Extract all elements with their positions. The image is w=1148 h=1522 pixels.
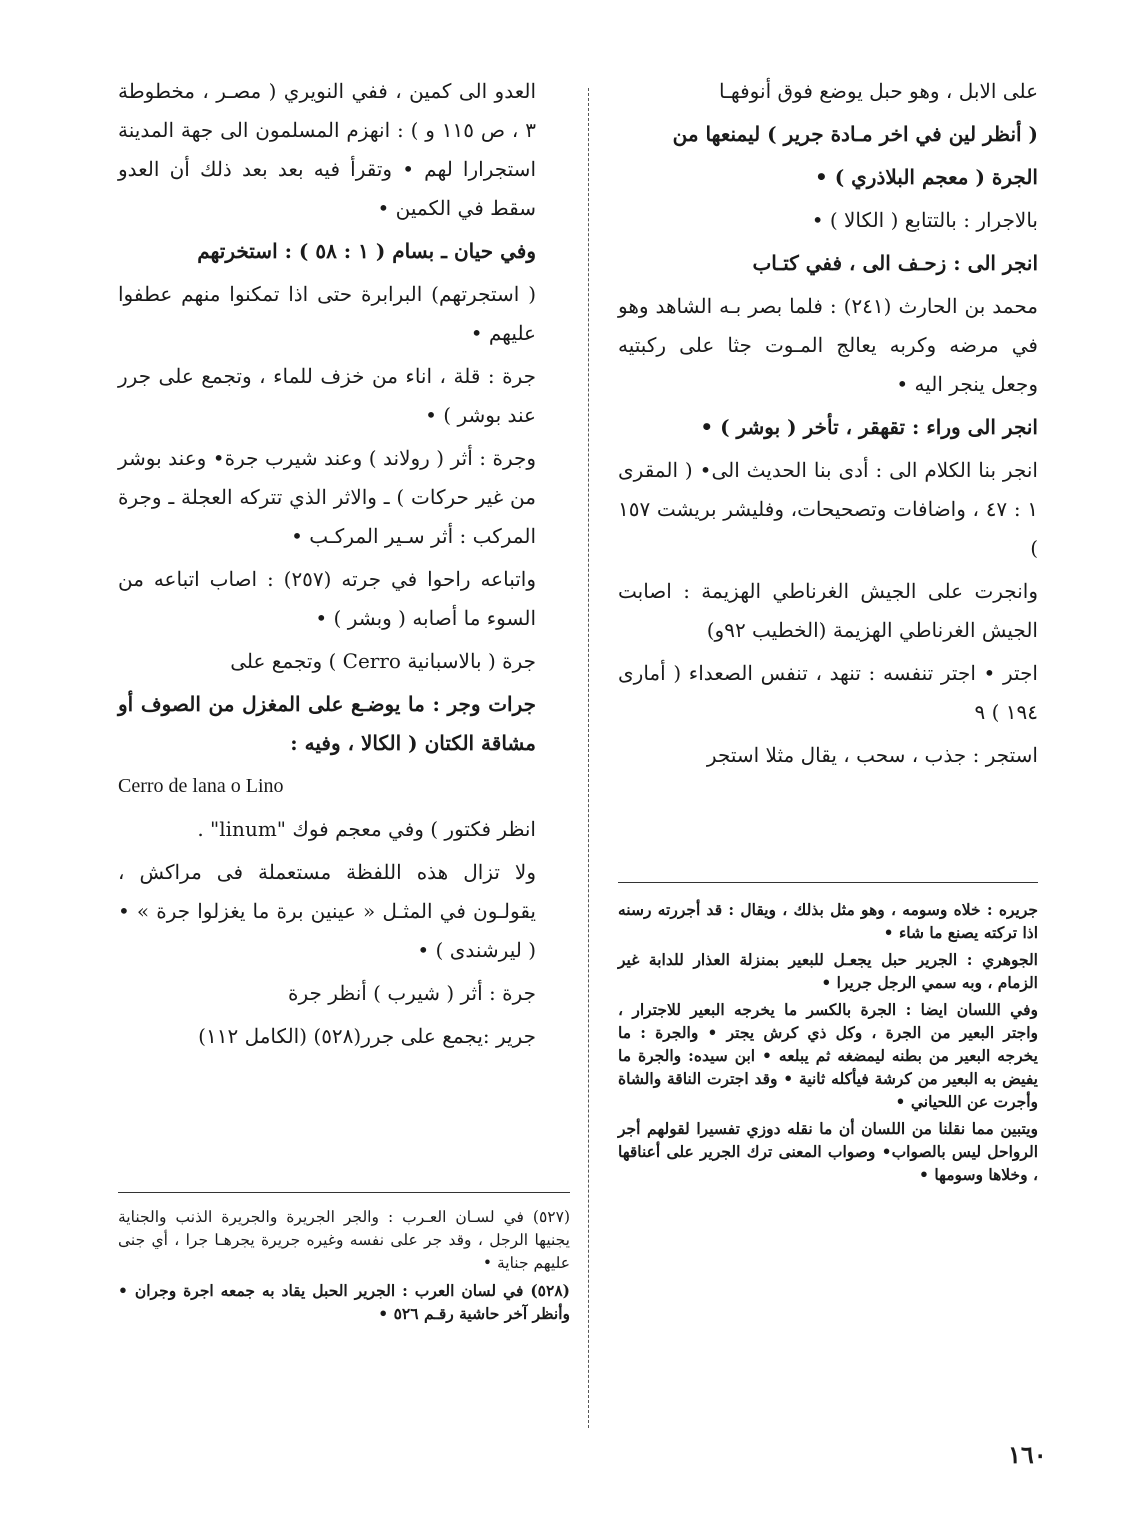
- right-footnotes: [618, 898, 1038, 1190]
- column-divider: [588, 88, 589, 1428]
- left-para-7: جرة ( بالاسبانية Cerro ) وتجمع على: [230, 649, 536, 673]
- right-column: [618, 72, 1038, 779]
- right-para-8: انجر بنا الكلام الى : أدى بنا الحديث الى• ( المقرى ١ : ٤٧ ، واضافات وتصحيحات، وفليشر بريشت ١٥٧ ): [618, 458, 1038, 560]
- left-column: [118, 72, 536, 1060]
- left-para-4: جرة : قلة ، اناء من خزف للماء ، وتجمع على جرر عند بوشر ) •: [118, 364, 536, 427]
- right-para-10: اجتر • اجتر تنفسه : تنهد ، تنفس الصعداء ( أمارى ١٩٤ ) ٩: [618, 661, 1038, 724]
- left-para-5: وجرة : أثر ( رولاند ) وعند شيرب جرة• وعند بوشر من غير حركات ) ـ والاثر الذي تتركه العجلة ـ وجرة المركب : أثر سـير المركـب •: [118, 446, 536, 548]
- left-para-3: ( استجرتهم) البرابرة حتى اذا تمكنوا منهم عطفوا عليهم •: [118, 282, 536, 345]
- right-footnote-1: جريره : خلاه وسومه ، وهو مثل بذلك ، ويقال : قد أجررته رسنه اذا تركته يصنع ما شاء •: [618, 900, 1038, 942]
- left-para-13: جرير :يجمع على جرر(٥٢٨) (الكامل ١١٢): [198, 1024, 536, 1048]
- right-footnote-2: الجوهري : الجرير حبل يجعـل للبعير بمنزلة العذار للدابة غير الزمام ، وبه سمي الرجل جريرا •: [618, 950, 1038, 992]
- right-para-6: محمد بن الحارث (٢٤١) : فلما بصر بـه الشاهد وهو في مرضه وكربه يعالج المـوت جثا على ركبتيه وجعل ينجر اليه •: [618, 294, 1038, 396]
- right-footnote-3: وفي اللسان ايضا : الجرة بالكسر ما يخرجه البعير للاجترار ، واجتر البعير من الجرة ، وكل ذي كرش يجتر • والجرة : ما يخرجه البعير من بطنه ليمضغه ثم يبلعه • ابن سيده: والجرة ما يفيض به البعير من كرشة فيأكله ثانية • وقد اجترت الناقة والشاة وأجرت عن اللحياني •: [618, 1000, 1038, 1111]
- left-footnotes: [118, 1206, 570, 1329]
- right-footnote-rule: [618, 882, 1038, 883]
- right-heading-injar-wara: انجر الى وراء : تقهقر ، تأخر ( بوشر ) •: [700, 415, 1038, 439]
- left-para-11: ولا تزال هذه اللفظة مستعملة فى مراكش ، يقولـون في المثـل « عينين برة ما يغزلوا جرة » • ( ليرشندى ) •: [118, 860, 536, 962]
- right-footnote-4: ويتبين مما نقلنا من اللسان أن ما نقله دوزي تفسيرا لقولهم أجر الرواحل ليس بالصواب• وصواب المعنى ترك الجرير على أعناقها ، وخلاها وسومها •: [618, 1119, 1038, 1184]
- left-para-10: انظر فكتور ) وفي معجم فوك "linum" .: [197, 817, 536, 841]
- left-para-12: جرة : أثر ( شيرب ) أنظر جرة: [288, 981, 536, 1005]
- right-para-2: ( أنظر لين في اخر مـادة جرير ) ليمنعها من: [672, 122, 1038, 146]
- right-para-9: وانجرت على الجيش الغرناطي الهزيمة : اصابت الجيش الغرناطي الهزيمة (الخطيب ٩٢و): [618, 579, 1038, 642]
- left-para-1: العدو الى كمين ، ففي النويري ( مصـر ، مخطوطة ٣ ، ص ١١٥ و ) : انهزم المسلمون الى جهة المدينة استجرارا لهم • وتقرأ فيه بعد بعد ذلك أن العدو سقط في الكمين •: [118, 79, 536, 220]
- left-footnote-rule: [118, 1192, 570, 1193]
- left-para-6: واتباعه راحوا في جرته (٢٥٧) : اصاب اتباعه من السوء ما أصابه ( وبشر ) •: [118, 567, 537, 630]
- left-heading-jarrat: جرات وجر : ما يوضـع على المغزل من الصوف أو مشاقة الكتان ( الكالا ، وفيه :: [118, 692, 536, 755]
- right-para-3: الجرة ( معجم البلاذري ) •: [814, 165, 1038, 189]
- page-number: ١٦٠: [1008, 1440, 1047, 1469]
- footnote-527: (٥٢٧) في لسـان العـرب : والجر الجريرة والجريرة الذنب والجناية يجنيها الرجل ، وقد جر على نفسه وغيره جريرة يجرهـا جرا ، أي جنى عليهم جناية •: [118, 1208, 570, 1272]
- left-latin-line: Cerro de lana o Lino: [118, 775, 284, 797]
- right-heading-injarra: انجر الى : زحـف الى ، ففي كتـاب: [752, 251, 1038, 275]
- right-para-11: استجر : جذب ، سحب ، يقال مثلا استجر: [706, 743, 1038, 767]
- footnote-528: (٥٢٨) في لسان العرب : الجرير الحبل يقاد به جمعه اجرة وجران • وأنظر آخر حاشية رقـم ٥٢٦ •: [118, 1281, 570, 1323]
- left-heading-hayyan: وفي حيان ـ بسام ( ١ : ٥٨ ) : استخرتهم: [197, 239, 536, 263]
- right-para-1: على الابل ، وهو حبل يوضع فوق أنوفهـا: [718, 79, 1038, 103]
- right-para-4: بالاجرار : بالتتابع ( الكالا ) •: [811, 208, 1038, 232]
